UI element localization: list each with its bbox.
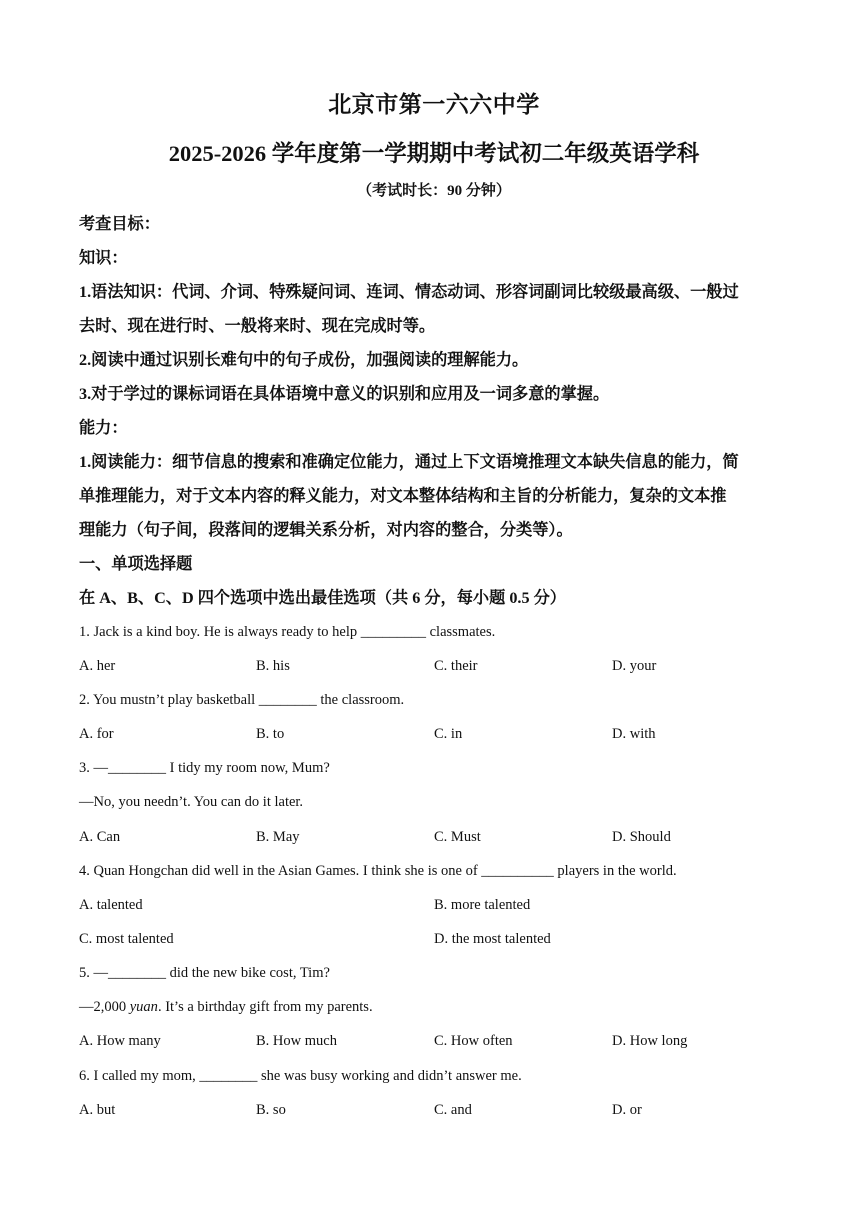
question-3-option-d: D. Should: [612, 829, 671, 845]
objectives-heading: 考查目标：: [79, 215, 160, 233]
question-1-stem: 1. Jack is a kind boy. He is always ready to help _________ classmates.: [79, 624, 496, 640]
question-3-option-a: A. Can: [79, 829, 121, 845]
question-5-stem: 5. —________ did the new bike cost, Tim?: [79, 965, 330, 981]
knowledge-3: 3.对于学过的课标词语在具体语境中意义的识别和应用及一词多意的掌握。: [79, 385, 610, 403]
question-2-option-c: C. in: [434, 726, 463, 742]
knowledge-2: 2.阅读中通过识别长难句中的句子成份，加强阅读的理解能力。: [79, 351, 529, 369]
question-2-option-b: B. to: [256, 726, 285, 742]
question-5-reply-post: . It’s a birthday gift from my parents.: [157, 999, 373, 1015]
question-5-option-d: D. How long: [612, 1033, 688, 1049]
question-5-option-c: C. How often: [434, 1033, 513, 1049]
question-3-option-b: B. May: [256, 829, 300, 845]
ability-1-line-1: 1.阅读能力：细节信息的搜索和准确定位能力，通过上下文语境推理文本缺失信息的能力，简: [79, 453, 739, 471]
question-3-option-c: C. Must: [434, 829, 481, 845]
question-6-option-a: A. but: [79, 1102, 116, 1118]
exam-duration: （考试时长：90 分钟）: [357, 183, 511, 199]
school-name: 北京市第一六六中学: [328, 92, 540, 117]
question-4-option-c: C. most talented: [79, 931, 174, 947]
question-3-stem: 3. —________ I tidy my room now, Mum?: [79, 760, 330, 776]
question-5-option-a: A. How many: [79, 1033, 161, 1049]
ability-1-line-3: 理能力（句子间，段落间的逻辑关系分析，对内容的整合，分类等）。: [79, 521, 573, 539]
knowledge-label: 知识：: [79, 249, 128, 267]
question-2-option-d: D. with: [612, 726, 656, 742]
question-6-option-d: D. or: [612, 1102, 642, 1118]
exam-title: 2025-2026 学年度第一学期期中考试初二年级英语学科: [168, 141, 700, 166]
question-4-option-b: B. more talented: [434, 897, 531, 913]
knowledge-1-line-1: 1.语法知识：代词、介词、特殊疑问词、连词、情态动词、形容词副词比较级最高级、一般过: [79, 283, 739, 301]
question-5-option-b: B. How much: [256, 1033, 337, 1049]
question-6-option-b: B. so: [256, 1102, 286, 1118]
question-4-stem: 4. Quan Hongchan did well in the Asian Games. I think she is one of __________ players in the world.: [79, 863, 677, 879]
question-5-reply-currency: yuan: [129, 999, 158, 1015]
question-2-stem: 2. You mustn’t play basketball ________ the classroom.: [79, 692, 405, 708]
question-1-option-b: B. his: [256, 658, 290, 674]
question-5-reply-pre: —2,000: [79, 999, 130, 1015]
ability-label: 能力：: [79, 419, 128, 437]
question-5-reply: [79, 998, 373, 1016]
question-4-option-d: D. the most talented: [434, 931, 551, 947]
ability-1-line-2: 单推理能力，对于文本内容的释义能力，对文本整体结构和主旨的分析能力，复杂的文本推: [79, 487, 727, 505]
question-6-option-c: C. and: [434, 1102, 472, 1118]
section-instruction: 在 A、B、C、D 四个选项中选出最佳选项（共 6 分，每小题 0.5 分）: [79, 589, 566, 607]
question-4-option-a: A. talented: [79, 897, 143, 913]
question-2-option-a: A. for: [79, 726, 114, 742]
section-title: 一、单项选择题: [79, 555, 193, 573]
knowledge-1-line-2: 去时、现在进行时、一般将来时、现在完成时等。: [79, 317, 436, 335]
question-1-option-d: D. your: [612, 658, 657, 674]
question-3-reply: —No, you needn’t. You can do it later.: [79, 794, 304, 810]
question-6-stem: 6. I called my mom, ________ she was busy working and didn’t answer me.: [79, 1068, 522, 1084]
question-1-option-c: C. their: [434, 658, 478, 674]
question-1-option-a: A. her: [79, 658, 116, 674]
